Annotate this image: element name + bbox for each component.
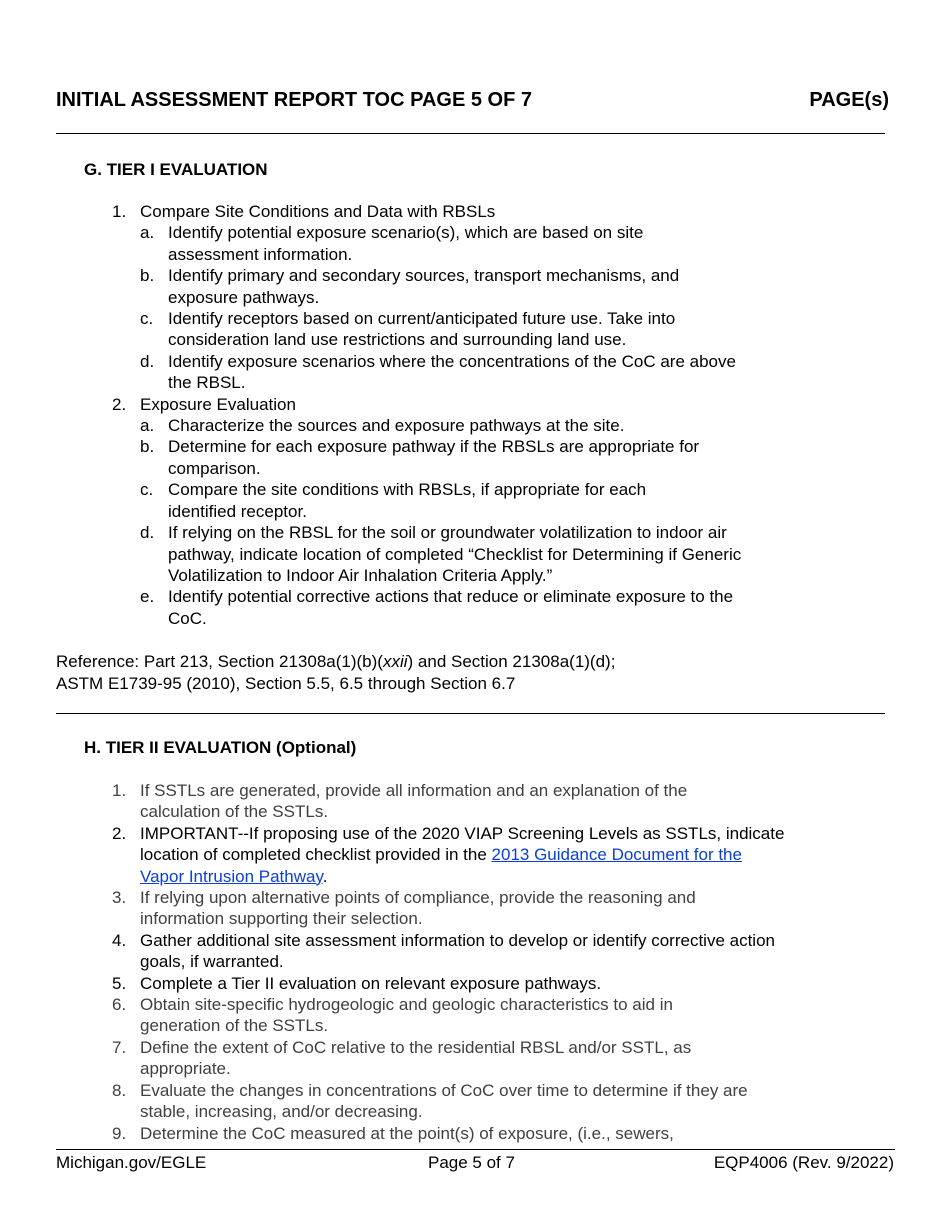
section-divider <box>56 713 885 714</box>
sub-item <box>0 351 748 394</box>
item-text: Complete a Tier II evaluation on relevant exposure pathways. <box>140 973 602 993</box>
item-number: 8. <box>112 1080 127 1100</box>
item-number: 6. <box>112 995 127 1015</box>
list-item <box>0 994 740 1037</box>
item-number: 1. <box>112 781 127 800</box>
sub-item-text: If relying on the RBSL for the soil or groundwater volatilization to indoor air pathway, indicate location of completed “Checklist for Determining if Generic Volatilization to Indoor Air Inhalation Criteria Apply.” <box>168 523 742 585</box>
section-h-list <box>0 780 950 1144</box>
item-text: Evaluate the changes in concentrations of CoC over time to determine if they are stable, increasing, and/or decreasing. <box>140 1080 748 1122</box>
section-g-list <box>0 201 950 629</box>
item-number: 7. <box>112 1037 127 1057</box>
list-item <box>0 201 950 222</box>
list-item <box>0 973 790 994</box>
item-text: Compare Site Conditions and Data with RBSLs <box>140 202 496 221</box>
sub-item-letter: c. <box>140 309 154 329</box>
sub-item-text: Identify potential exposure scenario(s), which are based on site assessment information. <box>168 223 644 264</box>
sub-item-text: Compare the site conditions with RBSLs, if appropriate for each identified receptor. <box>168 480 647 521</box>
sub-item-text: Identify potential corrective actions that reduce or eliminate exposure to the CoC. <box>168 587 734 628</box>
list-item <box>0 394 950 415</box>
list-item <box>0 1037 760 1080</box>
item-number: 5. <box>112 973 127 993</box>
section-g-heading: G. TIER I EVALUATION <box>84 160 268 179</box>
sub-item <box>0 522 768 586</box>
reference-text <box>56 651 615 694</box>
sub-item-letter: c. <box>140 480 154 500</box>
item-text: If relying upon alternative points of compliance, provide the reasoning and information supporting their selection. <box>140 888 696 929</box>
sub-item-text: Identify receptors based on current/anticipated future use. Take into consideration land use restrictions and surrounding land use. <box>168 309 676 350</box>
sub-item-letter: b. <box>140 266 155 286</box>
item-number: 2. <box>112 394 127 414</box>
sub-item <box>0 586 768 629</box>
sub-item-text: Characterize the sources and exposure pathways at the site. <box>168 416 625 436</box>
item-number: 3. <box>112 888 127 908</box>
sub-item <box>0 479 708 522</box>
list-item <box>0 930 790 973</box>
list-item: 2. IMPORTANT--If proposing use of the 2020 VIAP Screening Levels as SSTLs, indicate location of completed checklist provided in the 2013 Guidance Document for the Vapor Intrusion Pathway. <box>112 823 785 886</box>
sub-item-letter: b. <box>140 437 155 457</box>
footer-page-number: Page 5 of 7 <box>428 1153 515 1172</box>
sub-item-text: Determine for each exposure pathway if the RBSLs are appropriate for comparison. <box>168 437 700 478</box>
reference-line-2: ASTM E1739-95 (2010), Section 5.5, 6.5 through Section 6.7 <box>56 673 516 693</box>
sub-item <box>0 265 748 308</box>
item-text: Obtain site-specific hydrogeologic and geologic characteristics to aid in generation of the SSTLs. <box>140 995 673 1036</box>
item-text: IMPORTANT--If proposing use of the 2020 VIAP Screening Levels as SSTLs, indicate location of completed checklist provided in the <box>140 823 785 865</box>
item-number: 4. <box>112 930 127 950</box>
vapor-intrusion-guidance-link[interactable]: 2013 Guidance Document for the Vapor Intrusion Pathway <box>140 845 742 886</box>
sub-item <box>0 436 768 479</box>
list-item <box>0 1080 790 1123</box>
sub-item-letter: d. <box>140 351 155 371</box>
list-item <box>0 780 750 823</box>
header-pages-label: PAGE(s) <box>809 89 889 111</box>
item-text: Define the extent of CoC relative to the residential RBSL and/or SSTL, as appropriate. <box>140 1037 692 1079</box>
footer-divider <box>56 1149 895 1150</box>
header-divider <box>56 133 885 134</box>
sub-item-letter: d. <box>140 523 155 543</box>
item-number: 1. <box>112 202 127 221</box>
page-header <box>56 88 889 114</box>
sub-item <box>0 415 768 436</box>
sub-item <box>0 308 748 351</box>
list-item <box>0 887 765 930</box>
item-text: If SSTLs are generated, provide all information and an explanation of the calculation of the SSTLs. <box>140 781 688 822</box>
list-item <box>0 1123 790 1144</box>
sub-item-letter: e. <box>140 587 155 607</box>
sub-item <box>0 222 708 265</box>
footer-form-number: EQP4006 (Rev. 9/2022) <box>713 1153 894 1172</box>
sub-item-text: Identify primary and secondary sources, transport mechanisms, and exposure pathways. <box>168 266 680 307</box>
reference-line-1: Reference: Part 213, Section 21308a(1)(b)(xxii) and Section 21308a(1)(d); <box>56 652 616 671</box>
item-text: Exposure Evaluation <box>140 394 296 414</box>
item-number: 9. <box>112 1123 127 1143</box>
sub-item-letter: a. <box>140 223 155 243</box>
item-text: Gather additional site assessment information to develop or identify corrective action goals, if warranted. <box>140 930 775 972</box>
header-title: INITIAL ASSESSMENT REPORT TOC PAGE 5 OF 7 <box>56 89 532 111</box>
item-text: Determine the CoC measured at the point(s) of exposure, (i.e., sewers, <box>140 1123 674 1143</box>
sub-item-letter: a. <box>140 416 155 436</box>
footer-left: Michigan.gov/EGLE <box>56 1153 207 1172</box>
sub-item-text: Identify exposure scenarios where the concentrations of the CoC are above the RBSL. <box>168 351 736 393</box>
item-number: 2. <box>112 823 127 843</box>
section-h-heading: H. TIER II EVALUATION (Optional) <box>84 738 357 757</box>
